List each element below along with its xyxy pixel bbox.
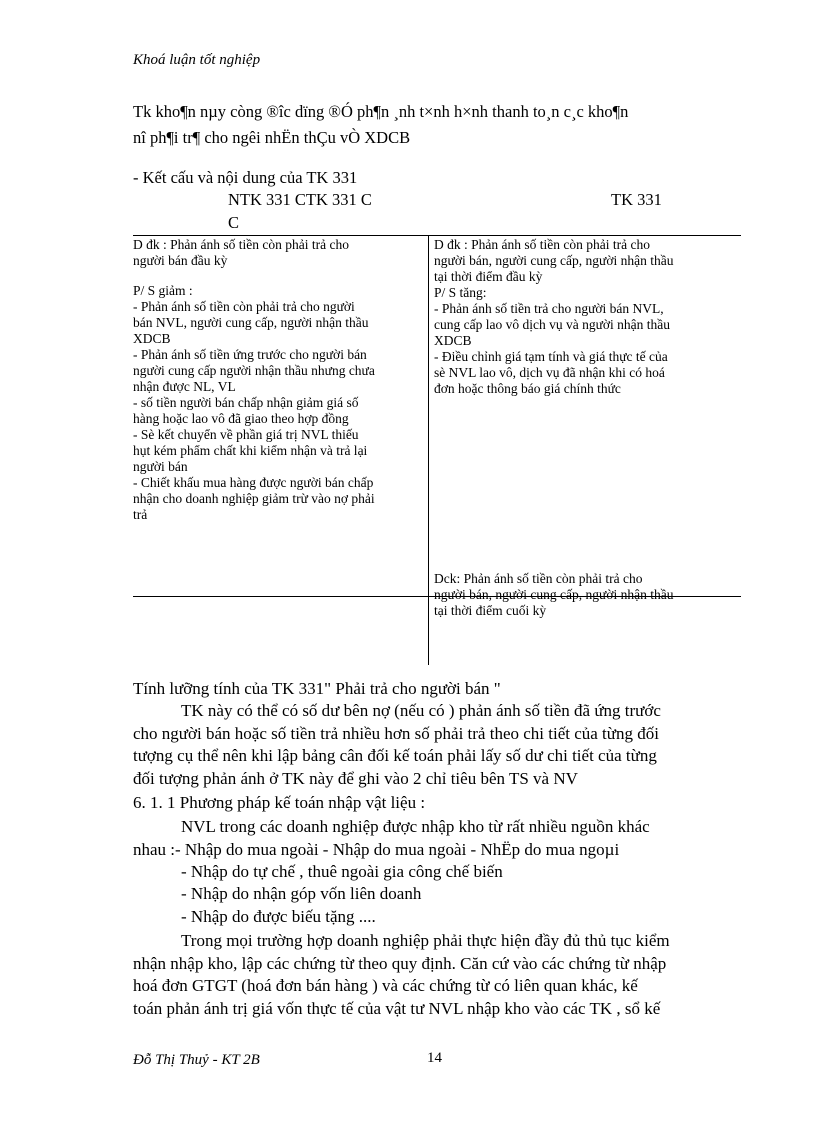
body-line: tượng cụ thể nên khi lập bảng cân đối kế toán phải lấy số dư chi tiết của từng <box>133 746 657 765</box>
debit-item: hụt kém phẩm chất khi kiểm nhận và trả lại <box>133 443 368 458</box>
list-item: - Nhập do được biếu tặng .... <box>181 907 376 926</box>
t-account-left-header-wrap: C <box>228 213 240 232</box>
debit-item: nhận được NL, VL <box>133 379 236 394</box>
t-account-divider <box>428 235 429 665</box>
section-title: - Kết cấu và nội dung của TK 331 <box>133 168 358 187</box>
running-header: Khoá luận tốt nghiệp <box>133 52 261 68</box>
t-account-top-rule <box>133 235 741 236</box>
credit-column <box>434 237 673 397</box>
t-account-left-header: NTK 331 CTK 331 C <box>228 190 372 209</box>
body-line: NVL trong các doanh nghiệp được nhập kho từ rất nhiều nguồn khác <box>181 817 650 836</box>
credit-item: sè NVL lao vô, dịch vụ đã nhận khi có hoá <box>434 365 665 380</box>
intro-line-2: nî ph¶i tr¶ cho ngêi nhËn thÇu vÒ XDCB <box>133 128 411 147</box>
page-number: 14 <box>427 1050 442 1066</box>
debit-item: nhận cho doanh nghiệp giảm trừ vào nợ phải <box>133 491 375 506</box>
credit-opening-1: D đk : Phản ánh số tiền còn phải trả cho <box>434 237 650 252</box>
subsection-heading: 6. 1. 1 Phương pháp kế toán nhập vật liệu : <box>133 793 426 812</box>
debit-opening-1: D đk : Phản ánh số tiền còn phải trả cho <box>133 237 349 252</box>
credit-closing-1: Dck: Phản ánh số tiền còn phải trả cho <box>434 571 643 586</box>
credit-item: cung cấp lao vô dịch vụ và người nhận thầu <box>434 317 671 332</box>
credit-item: - Phản ánh số tiền trả cho người bán NVL, <box>434 301 664 316</box>
debit-item: người bán <box>133 459 188 474</box>
body-line: TK này có thể có số dư bên nợ (nếu có ) phản ánh số tiền đã ứng trước <box>181 701 661 720</box>
intro-line-1: Tk kho¶n nµy còng ®îc dïng ®Ó ph¶n ¸nh t×nh h×nh thanh to¸n c¸c kho¶n <box>133 102 629 121</box>
debit-item: - Sè kết chuyển về phần giá trị NVL thiếu <box>133 427 359 442</box>
list-item: - Nhập do tự chế , thuê ngoài gia công chế biến <box>181 862 503 881</box>
debit-item: XDCB <box>133 331 171 346</box>
debit-item: hàng hoặc lao vô đã giao theo hợp đồng <box>133 411 349 426</box>
body-line: Trong mọi trường hợp doanh nghiệp phải thực hiện đầy đủ thủ tục kiểm <box>181 931 670 950</box>
debit-item: bán NVL, người cung cấp, người nhận thầu <box>133 315 369 330</box>
debit-item: - Chiết khấu mua hàng được người bán chấp <box>133 475 374 490</box>
credit-closing-3: tại thời điểm cuối kỳ <box>434 603 547 618</box>
debit-item: - số tiền người bán chấp nhận giảm giá số <box>133 395 359 410</box>
body-line: toán phản ánh trị giá vốn thực tế của vật tư NVL nhập kho vào các TK , sổ kế <box>133 999 661 1018</box>
debit-label: P/ S giảm : <box>133 283 193 298</box>
debit-item: - Phản ánh số tiền còn phải trả cho người <box>133 299 355 314</box>
credit-opening-2: người bán, người cung cấp, người nhận thầu <box>434 253 674 268</box>
credit-label: P/ S tăng: <box>434 285 487 300</box>
body-line: đối tượng phản ánh ở TK này để ghi vào 2 chỉ tiêu bên TS và NV <box>133 769 578 788</box>
body-line: hoá đơn GTGT (hoá đơn bán hàng ) và các chứng từ có liên quan khác, kế <box>133 976 638 995</box>
body-line: cho người bán hoặc số tiền trả nhiều hơn số phải trả theo chi tiết của từng đối <box>133 724 659 743</box>
debit-item: trả <box>133 507 148 522</box>
debit-column <box>133 237 375 523</box>
debit-item: người cung cấp người nhận thầu nhưng chưa <box>133 363 375 378</box>
credit-item: đơn hoặc thông báo giá chính thức <box>434 381 621 396</box>
credit-item: - Điều chỉnh giá tạm tính và giá thực tế của <box>434 349 668 364</box>
credit-closing <box>434 571 673 619</box>
debit-item: - Phản ánh số tiền ứng trước cho người bán <box>133 347 367 362</box>
body-line: nhận nhập kho, lập các chứng từ theo quy định. Căn cứ vào các chứng từ nhập <box>133 954 667 973</box>
list-item: - Nhập do nhận góp vốn liên doanh <box>181 884 422 903</box>
credit-closing-2: người bán, người cung cấp, người nhận thầu <box>434 587 674 602</box>
credit-item: XDCB <box>434 333 472 348</box>
t-account-right-header: TK 331 <box>611 190 662 209</box>
footer-author: Đỗ Thị Thuỷ - KT 2B <box>133 1052 260 1068</box>
credit-opening-3: tại thời điểm đầu kỳ <box>434 269 543 284</box>
debit-opening-2: người bán đầu kỳ <box>133 253 228 268</box>
body-line: Tính lưỡng tính của TK 331" Phải trả cho người bán " <box>133 679 501 698</box>
body-line: nhau :- Nhập do mua ngoài - Nhập do mua ngoài - NhËp do mua ngoµi <box>133 840 620 859</box>
